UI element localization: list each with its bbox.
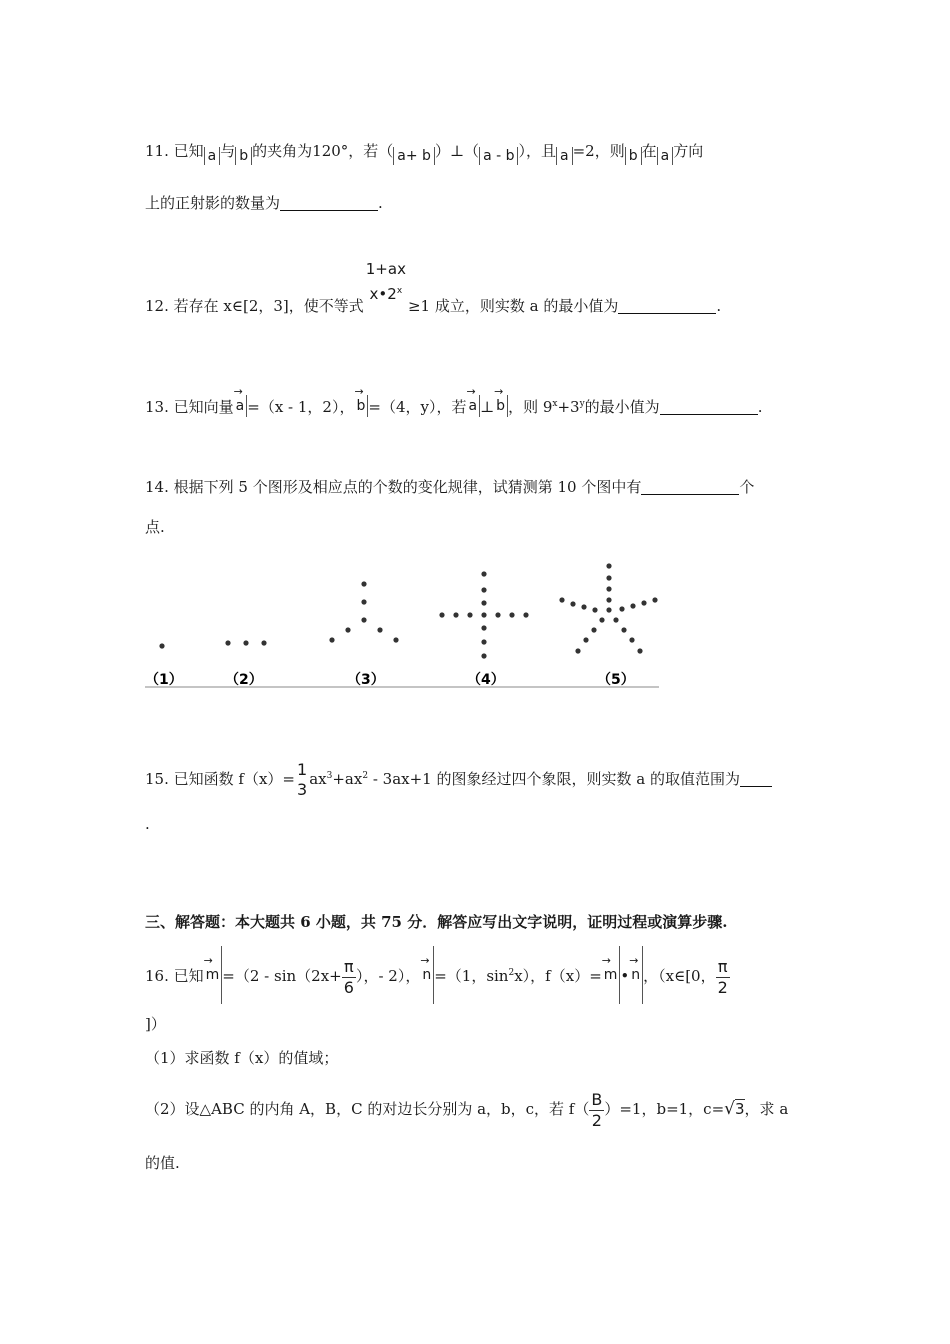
q16-pi-over-6: [342, 957, 356, 998]
q11-end: .: [378, 194, 383, 212]
dot: [453, 612, 458, 617]
dot: [592, 607, 597, 612]
q11-text8: 方向: [673, 142, 704, 160]
q16-part2-line2: 的值.: [145, 1154, 180, 1172]
dot-pattern-figure: [145, 560, 659, 690]
dot: [581, 604, 586, 609]
q15-text4: - 3ax+1 的图象经过四个象限，则实数 a 的取值范围为: [368, 770, 740, 788]
dot: [481, 639, 486, 644]
q12-number: 12.: [145, 297, 169, 315]
q16-vec-m2: → m: [602, 946, 621, 1004]
caption-4: （4）: [467, 672, 505, 688]
q12-frac-num: 1+ax: [365, 260, 406, 278]
q12-fraction: [364, 258, 408, 305]
dot: [393, 637, 398, 642]
dot: [621, 627, 626, 632]
dot: [606, 597, 611, 602]
q16-pi-den: 6: [343, 977, 354, 997]
dot: [329, 637, 334, 642]
q12-text1: 若存在 x∈[2，3]，使不等式: [173, 297, 364, 315]
q16-b-den: 2: [591, 1110, 602, 1130]
q11-text2: 与: [220, 142, 236, 160]
q16-line2: [145, 1013, 166, 1035]
q16-p2-text1: （2）设△ABC 的内角 A，B，C 的对边长分别为 a，b，c，若 f（: [145, 1100, 590, 1118]
q11-text5: ），且: [518, 142, 556, 160]
q14-line1: [145, 476, 754, 498]
q15-line2: [145, 813, 150, 835]
q11-line2-text: 上的正射影的数量为: [145, 194, 281, 212]
q11-vec-b: b: [235, 147, 252, 165]
q16-vec-n2: → n: [629, 946, 643, 1004]
dot: [523, 612, 528, 617]
dot: [481, 612, 486, 617]
dot: [591, 627, 596, 632]
dot: [619, 606, 624, 611]
q16-line1: [145, 944, 730, 1005]
dot: [481, 571, 486, 576]
q11-text1: 已知: [173, 142, 204, 160]
q13-line: [145, 393, 762, 418]
q12-frac-den: [364, 280, 408, 305]
q13-number: 13.: [145, 398, 169, 416]
dot: [641, 600, 646, 605]
q13-perp: ⊥: [480, 398, 495, 416]
q15-frac-den: 3: [297, 780, 308, 799]
dot: [599, 617, 604, 622]
q16-line2-text: ]）: [145, 1015, 166, 1033]
dot: [481, 587, 486, 592]
q13-text1: 已知向量: [173, 398, 234, 416]
q11-answer-blank: [280, 209, 378, 211]
q13-vec-a2: → a: [466, 395, 480, 417]
dot: [570, 601, 575, 606]
caption-1: （1）: [145, 672, 183, 688]
q15-fraction: [295, 760, 309, 800]
q13-text5: +3: [557, 398, 580, 416]
dot: [652, 597, 657, 602]
dot: [361, 581, 366, 586]
dot: [559, 597, 564, 602]
dot: [606, 575, 611, 580]
dot: [481, 653, 486, 658]
q14-text2: 个: [739, 478, 755, 496]
q11-text4: ）⊥（: [434, 142, 480, 160]
q14-answer-blank: [641, 493, 739, 495]
q16-dot: •: [620, 967, 630, 985]
dot: [467, 612, 472, 617]
q16-text3: ），- 2），: [355, 967, 421, 985]
dot: [606, 586, 611, 591]
q11-vec-b2: b: [625, 147, 642, 165]
q15-text3: +ax: [332, 770, 363, 788]
caption-5: （5）: [597, 672, 635, 688]
sqrt-icon: √: [724, 1099, 735, 1119]
q11-line1: [145, 140, 703, 165]
dot: [159, 643, 164, 648]
q11-text7: 在: [641, 142, 657, 160]
figure-background: [145, 560, 659, 690]
dot: [606, 607, 611, 612]
q15-sup1: 3: [326, 771, 333, 781]
q11-line2: [145, 192, 383, 214]
caption-3: （3）: [347, 672, 385, 688]
q16-text4: =（1，sin: [434, 967, 509, 985]
q13-text3: =（4，y），若: [368, 398, 467, 416]
dot: [613, 617, 618, 622]
q15-frac-num: 1: [297, 760, 308, 779]
q16-text6: ，（x∈[0，: [643, 967, 716, 985]
dot: [629, 637, 634, 642]
q16-p2-text3: ，求 a: [744, 1100, 789, 1118]
q12-line: [145, 258, 721, 336]
dot: [583, 637, 588, 642]
dot: [439, 612, 444, 617]
q15-text1: 已知函数 f（x）=: [173, 770, 295, 788]
dot: [606, 563, 611, 568]
q14-number: 14.: [145, 478, 169, 496]
q11-text6: =2，则: [572, 142, 625, 160]
dot: [630, 603, 635, 608]
q13-end: .: [757, 398, 763, 416]
section3-heading: 三、解答题：本大题共 6 小题，共 75 分．解答应写出文字说明，证明过程或演算步骤.: [145, 913, 728, 931]
q15-number: 15.: [145, 770, 169, 788]
q16-p2-text2: ）=1，b=1，c=: [604, 1100, 725, 1118]
dot: [225, 640, 230, 645]
q11-text3: 的夹角为120°，若（: [252, 142, 394, 160]
q15-line2-text: .: [145, 815, 150, 833]
q13-sup1: x: [552, 399, 558, 409]
q16-b-over-2: [589, 1090, 604, 1131]
q16-text1: 已知: [173, 967, 204, 985]
q12-frac-den-base: x•2: [369, 285, 397, 303]
dot: [481, 600, 486, 605]
dot: [637, 648, 642, 653]
q16-vec-n: → n: [420, 946, 434, 1004]
q16-sqrt-value: 3: [735, 1100, 745, 1118]
pattern-1: [159, 643, 164, 648]
q16-pi-over-2: [716, 957, 730, 998]
q13-vec-b: → b: [354, 395, 368, 417]
q13-text2: =（x - 1，2），: [247, 398, 355, 416]
dot: [243, 640, 248, 645]
dot: [495, 612, 500, 617]
q11-number: 11.: [145, 142, 169, 160]
q11-diff: a - b: [479, 147, 518, 165]
q16-b-num: B: [591, 1089, 603, 1109]
dot: [361, 617, 366, 622]
q12-frac-den-sup: x: [396, 286, 403, 296]
q13-text6: 的最小值为: [584, 398, 660, 416]
q13-vec-b2: → b: [494, 395, 508, 417]
q13-text4: ，则 9: [508, 398, 553, 416]
q15-text2: ax: [309, 770, 327, 788]
q14-line2-text: 点.: [145, 518, 165, 536]
q11-vec-a: a: [204, 147, 221, 165]
q15-answer-blank: [740, 785, 772, 787]
q16-part2-line1: [145, 1084, 788, 1134]
dot: [481, 625, 486, 630]
dot: [575, 648, 580, 653]
q13-vec-a: → a: [234, 395, 248, 417]
q15-line1: [145, 750, 772, 805]
q16-number: 16.: [145, 967, 169, 985]
q12-end: .: [716, 297, 722, 315]
q14-line2: [145, 516, 165, 538]
q15-sup2: 2: [362, 771, 369, 781]
dot: [261, 640, 266, 645]
q16-vec-m: → m: [204, 946, 223, 1004]
q16-pi2-den: 2: [717, 977, 728, 997]
dot: [377, 627, 382, 632]
q11-sum: a+ b: [393, 147, 435, 165]
q14-text1: 根据下列 5 个图形及相应点的个数的变化规律，试猜测第 10 个图中有: [173, 478, 642, 496]
q16-pi-num: π: [342, 957, 356, 978]
dot: [509, 612, 514, 617]
q13-answer-blank: [660, 413, 758, 415]
q16-pi2-num: π: [716, 957, 730, 978]
q13-sup2: y: [579, 399, 585, 409]
q16-part1: （1）求函数 f（x）的值域；: [145, 1049, 339, 1067]
q12-text2: ≥1 成立，则实数 a 的最小值为: [407, 297, 619, 315]
dot: [345, 627, 350, 632]
q11-vec-a2: a: [657, 147, 674, 165]
caption-2: （2）: [225, 672, 263, 688]
q12-answer-blank: [618, 312, 716, 314]
q16-sup1: 2: [508, 968, 515, 978]
dot: [361, 599, 366, 604]
q16-text2: =（2 - sin（2x+: [222, 967, 342, 985]
q11-abs-a: a: [556, 147, 573, 165]
q16-text5: x），f（x）=: [514, 967, 602, 985]
